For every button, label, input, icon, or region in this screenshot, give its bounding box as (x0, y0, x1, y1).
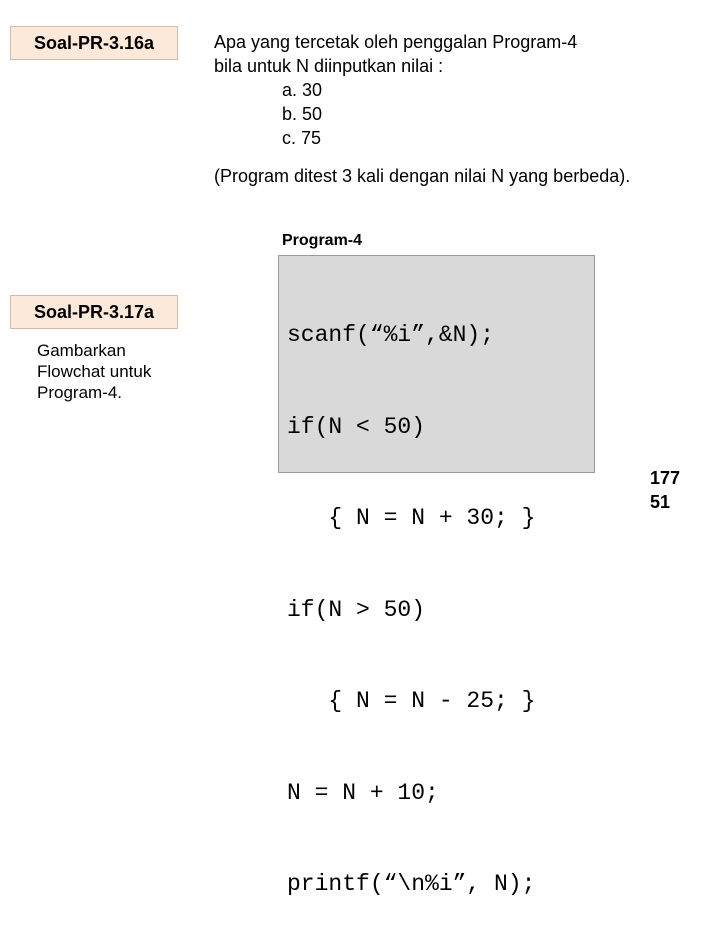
question-label-316a-text: Soal-PR-3.16a (33, 32, 155, 53)
answer-options (214, 78, 654, 150)
code-line-1: scanf(“%i”,&N); (287, 322, 495, 348)
code-line-6: N = N + 10; (287, 779, 439, 806)
code-line-4: if(N > 50) (287, 596, 426, 623)
option-c: c. 75 (282, 128, 322, 148)
slide-number-2: 51 (650, 492, 671, 512)
code-line-2: if(N < 50) (287, 413, 426, 440)
code-line-3: { N = N + 30; } (287, 505, 536, 531)
code-line-5: { N = N - 25; } (287, 688, 536, 714)
slide-numbers (650, 466, 680, 514)
question-line-2: bila untuk N diinputkan nilai : (214, 56, 444, 76)
question-label-316a (10, 26, 178, 60)
flowchart-task: Gambarkan Flowchat untuk Program-4. (37, 341, 152, 402)
slide-number-1: 177 (650, 468, 681, 488)
code-block (278, 255, 595, 897)
option-b: b. 50 (282, 104, 323, 124)
option-a: a. 30 (282, 80, 323, 100)
code-line-7: printf(“\n%i”, N); (287, 871, 536, 897)
question-label-317a (10, 295, 178, 329)
program-title: Program-4 (282, 232, 363, 249)
question-text (214, 30, 654, 150)
test-note: (Program ditest 3 kali dengan nilai N yang berbeda). (214, 166, 631, 186)
question-line-1: Apa yang tercetak oleh penggalan Program-4 (214, 32, 578, 52)
question-label-317a-text: Soal-PR-3.17a (33, 301, 155, 322)
